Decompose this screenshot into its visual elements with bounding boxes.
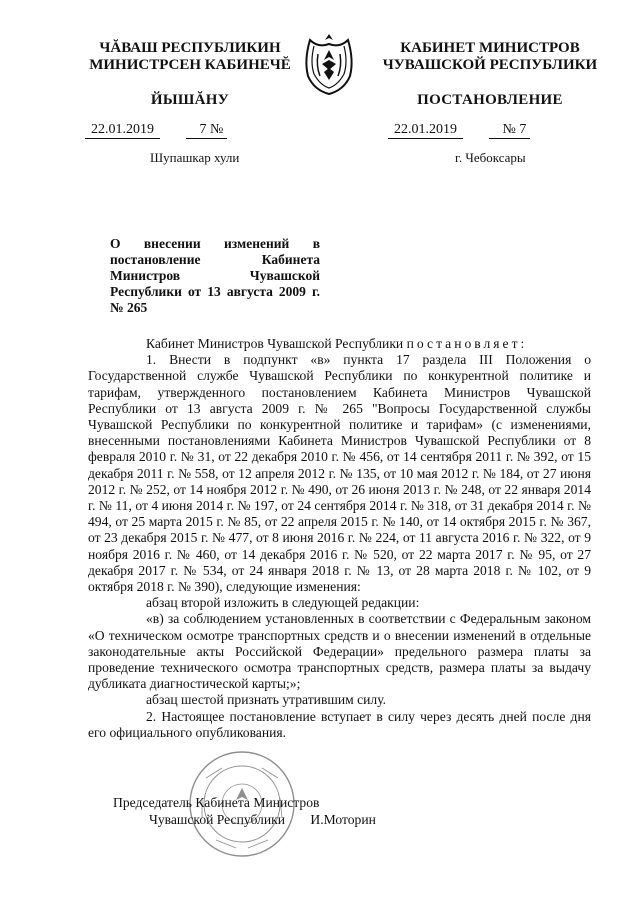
body-intro-text: Кабинет Министров Чувашской Республики [146,336,404,351]
number-left: 7 № [186,122,228,139]
body-intro-verb: постановляет: [406,336,528,351]
header-left-doctype: ЙЫШĂНУ [150,92,230,108]
body-intro [88,336,591,352]
header-right-line2: ЧУВАШСКОЙ РЕСПУБЛИКИ [382,57,598,73]
signature-position-text: Чувашской Республики [149,812,285,827]
signature-position-line1: Председатель Кабинета Министров [113,795,320,810]
date-left: 22.01.2019 [85,122,160,139]
date-row-left [85,122,227,139]
signature-position-line2 [149,812,376,828]
header-right-doctype: ПОСТАНОВЛЕНИЕ [417,92,563,108]
body-paragraph-4: абзац шестой признать утратившим силу. [146,692,387,708]
body-paragraph-2: абзац второй изложить в следующей редакции: [146,595,420,611]
header-right-line1: КАБИНЕТ МИНИСТРОВ [400,40,580,56]
document-title: О внесении изменений в постановление Кабинета Министров Чувашской Республики от 13 августа 2009 г. № 265 [110,236,320,315]
document-body [88,336,591,741]
header-left [65,40,315,109]
place-right: г. Чебоксары [455,150,526,165]
body-paragraph-3: «в) за соблюдением установленных в соответствии с Федеральным законом «О техническом осмотре транспортных средств и о внесении изменений в отдельные законодательные акты Российской Федерации» предельного размера платы за проведение технического осмотра транспортных средств, размера платы за выдачу дубликата диагностической карты;»; [88,611,591,692]
date-row-right [388,122,530,139]
number-right: № 7 [489,122,531,139]
header-right [365,40,615,109]
signatory-name: И.Моторин [310,812,376,827]
header-left-line1: ЧĂВАШ РЕСПУБЛИКИН [99,40,281,56]
date-right: 22.01.2019 [388,122,463,139]
body-paragraph-5: 2. Настоящее постановление вступает в силу через десять дней после дня его официального опубликования. [88,708,591,740]
place-left: Шупашкар хули [150,150,240,165]
body-paragraph-1: 1. Внести в подпункт «в» пункта 17 раздела III Положения о Государственной службе Чувашской Республики по конкурентной политике и тарифам, утвержденного постановлением Кабинета Министров Чувашской Республики от 13 августа 2009 г. № 265 "Вопросы Государственной службы Чувашской Республики по конкурентной политике и тарифам» (с изменениями, внесенными постановлениями Кабинета Министров Чувашской Республики от 8 февраля 2010 г. № 31, от 22 декабря 2010 г. № 456, от 14 сентября 2011 г. № 392, от 15 декабря 2011 г. № 558, от 12 апреля 2012 г. № 135, от 10 мая 2012 г. № 184, от 27 июня 2012 г. № 252, от 14 ноября 2012 г. № 490, от 26 июня 2013 г. № 248, от 22 января 2014 г. № 11, от 4 июня 2014 г. № 197, от 24 сентября 2014 г. № 318, от 31 декабря 2014 г. № 494, от 25 марта 2015 г. № 85, от 22 апреля 2015 г. № 140, от 14 октября 2015 г. № 367, от 23 декабря 2015 г. № 477, от 8 июня 2016 г. № 224, от 11 августа 2016 г. № 322, от 9 ноября 2016 г. № 460, от 14 декабря 2016 г. № 520, от 22 марта 2017 г. № 95, от 27 декабря 2017 г. № 534, от 24 января 2018 г. № 13, от 28 марта 2018 г. № 102, от 9 октября 2018 г. № 390), следующие изменения: [88,352,591,595]
header-left-line2: МИНИСТРСЕН КАБИНЕЧĔ [89,57,291,73]
